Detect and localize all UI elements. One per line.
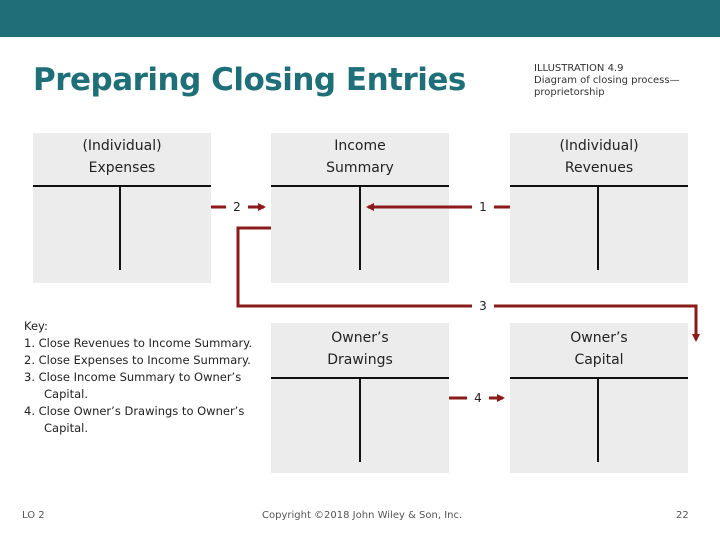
illustration-caption-text: Diagram of closing process—proprietorship	[534, 75, 680, 98]
step-label-2: 2	[226, 197, 248, 217]
page-number: 22	[676, 510, 689, 521]
key-legend	[24, 318, 264, 437]
step-label-3: 3	[472, 296, 494, 316]
key-item: 4. Close Owner’s Drawings to Owner’s Capital.	[24, 404, 245, 435]
step-label-1: 1	[472, 197, 494, 217]
slide-title: Preparing Closing Entries	[33, 62, 466, 98]
revenues-account-label: (Individual) Revenues	[559, 138, 639, 176]
learning-objective: LO 2	[22, 510, 45, 521]
capital-account-label: Owner’s Capital	[570, 330, 628, 368]
copyright-notice: Copyright ©2018 John Wiley & Son, Inc.	[262, 510, 463, 521]
drawings-account-label: Owner’s Drawings	[327, 330, 393, 368]
key-item: 1. Close Revenues to Income Summary.	[24, 336, 253, 350]
arrow-3-income-summary-to-capital	[238, 228, 696, 340]
step-label-4: 4	[467, 388, 489, 408]
expenses-account-label: (Individual) Expenses	[82, 138, 162, 176]
income-summary-account-label: Income Summary	[326, 138, 394, 176]
key-item: 3. Close Income Summary to Owner’s Capital.	[24, 370, 242, 401]
key-heading: Key:	[24, 319, 48, 333]
illustration-label: ILLUSTRATION 4.9	[534, 63, 624, 74]
key-item: 2. Close Expenses to Income Summary.	[24, 353, 251, 367]
